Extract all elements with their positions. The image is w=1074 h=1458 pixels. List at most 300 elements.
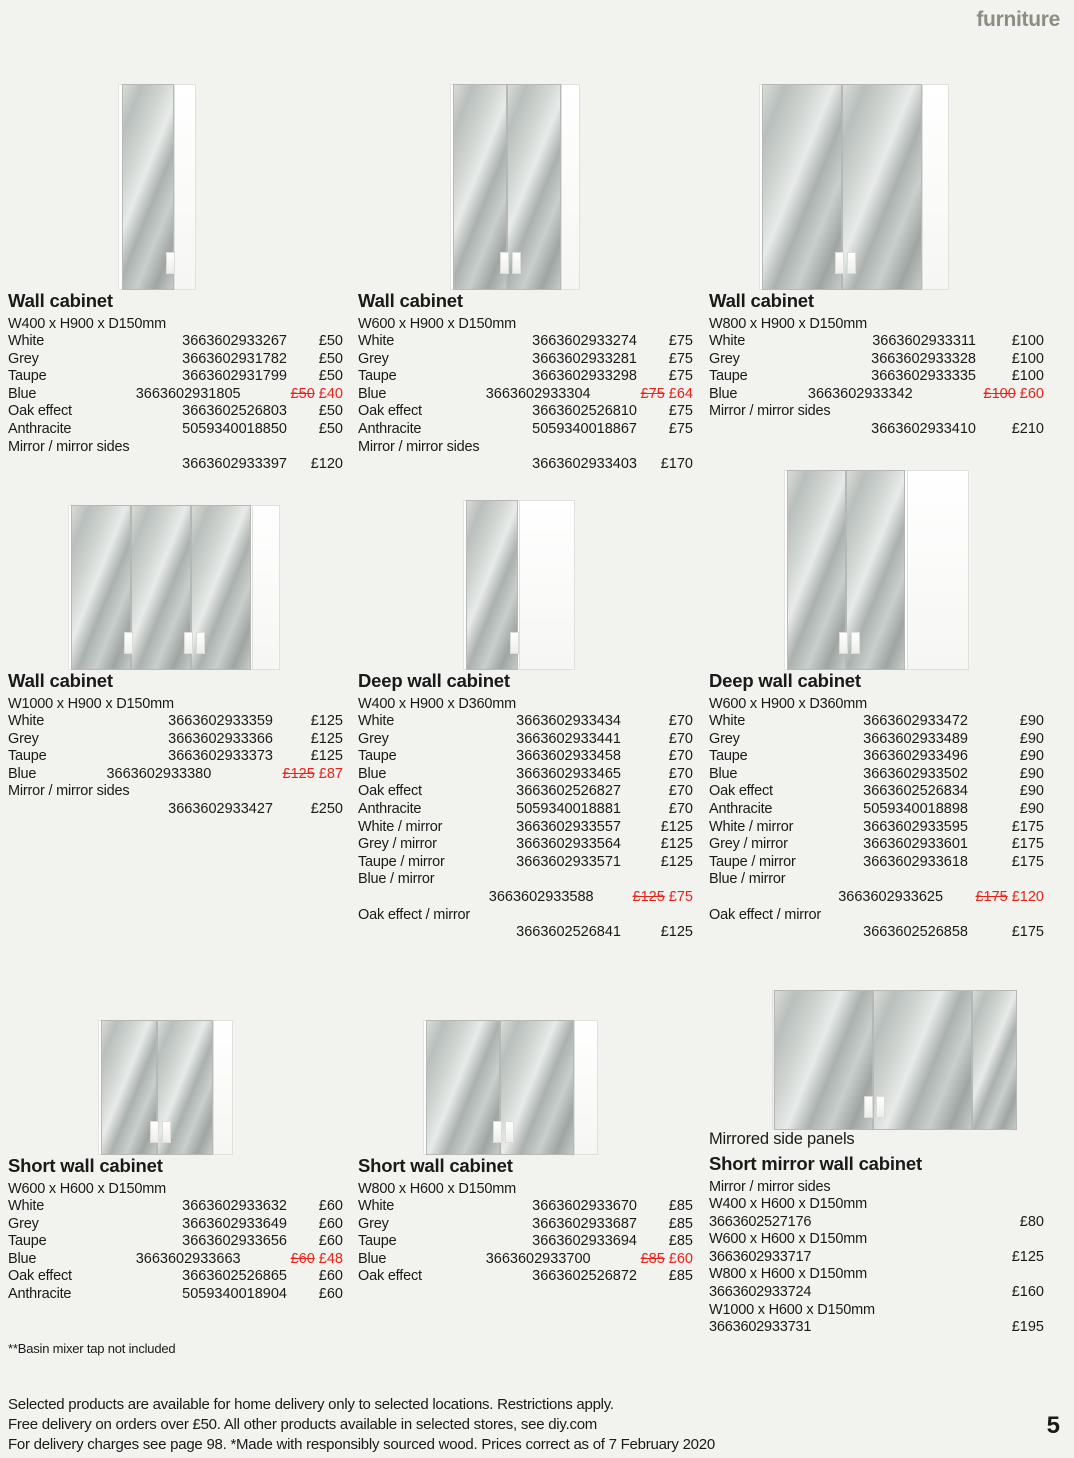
footnote: **Basin mixer tap not included [8,1341,176,1356]
table-row [709,403,1044,421]
table-row [8,368,343,386]
variant-code: 3663602933571 [516,853,621,870]
variant-label: Grey [358,350,389,367]
variant-dimensions: W400 x H600 x D150mm [709,1196,867,1212]
variant-label: White [8,1198,45,1214]
variant-price: £125 [310,730,343,747]
variant-code: 3663602933441 [516,730,621,747]
variant-label: Taupe [709,368,748,385]
variant-label: Grey [8,350,39,367]
variant-code: 5059340018867 [532,420,637,437]
table-row [709,1284,1044,1302]
table-row [709,1196,1044,1214]
variant-old-price: £100 [983,385,1016,402]
variant-price: £60 [1019,385,1044,402]
variant-label: White [358,1198,395,1214]
product-image-wall-cabinet-400 [8,60,343,290]
table-row [358,783,693,801]
variant-code: 3663602933403 [532,456,637,473]
variant-price: £60 [318,1285,343,1302]
table-row [709,351,1044,369]
variant-price: £100 [1011,368,1044,385]
product-dimensions: W600 x H600 x D150mm [8,1181,166,1197]
table-row [709,801,1044,819]
product-title: Deep wall cabinet [358,670,510,691]
variant-old-price: £75 [640,385,665,402]
variant-label: Grey [709,350,740,367]
variant-label: Anthracite [8,420,72,437]
variant-label: Blue [358,385,387,402]
variant-code: 3663602526865 [182,1268,287,1285]
table-row [358,1198,693,1216]
variant-code: 3663602933687 [532,1215,637,1232]
variant-label: Oak effect [358,1268,422,1285]
variant-label: Oak effect [358,783,422,800]
footer-legal [8,1395,988,1455]
product-image-wall-cabinet-600 [358,60,693,290]
variant-price: £100 [1011,333,1044,349]
variant-code: 5059340018898 [863,800,968,817]
table-row [709,1231,1044,1249]
variant-label: Oak effect / mirror [709,906,821,923]
page-number: 5 [1046,1412,1060,1439]
table-row [8,333,343,351]
variant-price: £125 [310,713,343,729]
table-row [358,351,693,369]
variant-label: White / mirror [358,818,443,835]
variant-code: 3663602527176 [709,1213,812,1230]
variant-code: 3663602933359 [168,713,273,729]
variant-code: 3663602931805 [135,385,241,402]
variant-price: £70 [668,800,693,817]
variant-label: Mirror / mirror sides [709,403,831,420]
table-row [8,1233,343,1251]
variant-price: £75 [668,888,693,905]
table-row [8,421,343,439]
product-image-deep-wall-cabinet-600 [709,448,1044,670]
variant-price: £80 [1019,1213,1044,1230]
variant-label: Blue [358,1250,387,1267]
variant-label: Taupe [8,748,47,765]
variant-price: £90 [1019,713,1044,729]
variant-label: Oak effect / mirror [358,906,470,923]
table-row [358,766,693,784]
variant-label: Anthracite [709,800,773,817]
variant-code: 3663602933410 [871,420,976,437]
variant-price: £90 [1019,783,1044,800]
variant-price: £175 [1011,853,1044,870]
variant-label: Grey / mirror [709,836,788,853]
table-row [709,333,1044,351]
variant-code: 3663602933731 [709,1319,812,1336]
variant-code: 3663602933427 [168,800,273,817]
variant-price: £85 [668,1215,693,1232]
product-subtitle: Mirror / mirror sides [709,1179,831,1195]
table-row [709,731,1044,749]
table-row [709,854,1044,872]
variant-code: 3663602933502 [863,765,968,782]
product-variant-table [709,713,1044,942]
product-block-short-mirror-wall-cabinet [709,960,1044,1337]
product-variant-table [8,1198,343,1304]
variant-label: Grey [358,730,389,747]
product-image-short-wall-cabinet-800 [358,960,693,1155]
variant-price: £50 [318,420,343,437]
variant-price: £125 [660,853,693,870]
variant-price: £48 [318,1250,343,1267]
table-row [8,801,343,819]
variant-code: 5059340018850 [182,420,287,437]
table-row [709,819,1044,837]
table-row [709,1214,1044,1232]
variant-code: 3663602526872 [532,1268,637,1285]
variant-label: Grey / mirror [358,836,437,853]
product-dimensions: W800 x H600 x D150mm [358,1181,516,1197]
table-row [358,907,693,925]
table-row [358,368,693,386]
table-row [358,748,693,766]
table-row [358,1233,693,1251]
variant-label: Oak effect [358,403,422,420]
variant-code: 3663602933595 [863,818,968,835]
product-variant-table [709,333,1044,439]
variant-price: £50 [318,403,343,420]
product-image-short-wall-cabinet-600 [8,960,343,1155]
variant-code: 3663602933632 [182,1198,287,1214]
variant-label: Blue [8,1250,37,1267]
variant-label: Grey [8,730,39,747]
variant-price: £70 [668,730,693,747]
table-row [8,1268,343,1286]
variant-label: Taupe [358,748,397,765]
variant-code: 3663602526827 [516,783,621,800]
table-row [8,1198,343,1216]
product-image-wall-cabinet-800 [709,60,1044,290]
product-dimensions: W1000 x H900 x D150mm [8,696,174,712]
variant-price: £90 [1019,800,1044,817]
variant-code: 3663602933601 [863,836,968,853]
variant-code: 3663602933496 [863,748,968,765]
variant-label: Blue [709,765,738,782]
variant-price: £75 [668,333,693,349]
variant-label: White [358,333,395,349]
variant-code: 3663602931782 [182,350,287,367]
variant-price: £60 [318,1233,343,1250]
variant-label: Grey [358,1215,389,1232]
variant-price: £175 [1011,836,1044,853]
variant-code: 3663602933472 [863,713,968,729]
product-image-deep-wall-cabinet-400 [358,448,693,670]
table-row [8,1216,343,1234]
variant-code: 3663602933663 [135,1250,241,1267]
table-row [709,1266,1044,1284]
table-row [709,1302,1044,1320]
variant-price: £90 [1019,748,1044,765]
variant-price: £90 [1019,765,1044,782]
variant-price: £60 [668,1250,693,1267]
variant-price: £50 [318,350,343,367]
variant-code: 3663602526858 [863,924,968,941]
variant-code: 3663602933335 [871,368,976,385]
table-row [8,351,343,369]
table-row [8,403,343,421]
variant-price: £125 [660,818,693,835]
product-variant-table [709,1196,1044,1337]
table-row [709,783,1044,801]
table-row [709,748,1044,766]
variant-label: White [709,333,746,349]
variant-price: £125 [660,836,693,853]
variant-old-price: £175 [975,888,1008,905]
product-image-wall-cabinet-1000 [8,448,343,670]
variant-price: £125 [310,748,343,765]
variant-code: 5059340018904 [182,1285,287,1302]
variant-code: 3663602933625 [838,888,944,905]
table-row [709,368,1044,386]
table-row [358,1216,693,1234]
variant-code: 3663602933649 [182,1215,287,1232]
product-title: Deep wall cabinet [709,670,861,691]
table-row [8,748,343,766]
variant-label: Taupe [358,368,397,385]
variant-price: £125 [1011,1248,1044,1265]
table-row [709,889,1044,907]
variant-label: White [8,713,45,729]
table-row [358,801,693,819]
product-title: Wall cabinet [709,290,814,311]
variant-code: 3663602933311 [872,333,976,349]
variant-price: £40 [318,385,343,402]
product-dimensions: W400 x H900 x D150mm [8,316,166,332]
table-row [358,889,693,907]
table-row [709,766,1044,784]
product-title: Wall cabinet [8,290,113,311]
variant-dimensions: W800 x H600 x D150mm [709,1266,867,1283]
variant-price: £75 [668,403,693,420]
variant-label: Grey [709,730,740,747]
variant-price: £87 [318,765,343,782]
variant-code: 3663602933458 [516,748,621,765]
variant-label: Oak effect [709,783,773,800]
variant-label: Blue [358,765,387,782]
variant-code: 3663602933373 [168,748,273,765]
variant-label: Grey [8,1215,39,1232]
variant-code: 3663602526841 [516,924,621,941]
footer-line-1: Selected products are available for home delivery only to selected locations. Restrictions apply. [8,1396,614,1413]
variant-label: Taupe / mirror [709,853,796,870]
variant-code: 3663602933328 [871,350,976,367]
variant-dimensions: W600 x H600 x D150mm [709,1231,867,1248]
product-block-deep-wall-cabinet-600 [709,448,1044,942]
table-row [709,1319,1044,1337]
variant-old-price: £60 [290,1250,315,1267]
footer-line-2: Free delivery on orders over £50. All other products available in selected stores, see diy.com [8,1416,598,1433]
variant-code: 3663602933588 [488,888,594,905]
variant-label: Mirror / mirror sides [8,783,130,800]
variant-price: £75 [668,368,693,385]
product-title: Short wall cabinet [8,1155,163,1176]
product-variant-table [358,1198,693,1286]
table-row [709,713,1044,731]
variant-code: 3663602526803 [182,403,287,420]
product-title: Short wall cabinet [358,1155,513,1176]
page-category-title: furniture [976,8,1060,31]
product-dimensions: W600 x H900 x D150mm [358,316,516,332]
table-row [358,819,693,837]
table-row [709,836,1044,854]
table-row [8,386,343,404]
variant-price: £85 [668,1268,693,1285]
variant-code: 3663602933465 [516,765,621,782]
variant-label: Blue [8,385,37,402]
variant-label: Blue [8,765,37,782]
variant-price: £100 [1011,350,1044,367]
variant-code: 3663602933489 [863,730,968,747]
variant-code: 3663602526810 [532,403,637,420]
variant-price: £85 [668,1198,693,1214]
product-title: Wall cabinet [8,670,113,691]
variant-label: White [8,333,45,349]
variant-price: £90 [1019,730,1044,747]
variant-code: 3663602933670 [532,1198,637,1214]
variant-price: £70 [668,713,693,729]
table-row [358,731,693,749]
product-block-short-wall-cabinet-600 [8,960,343,1304]
table-row [709,386,1044,404]
variant-price: £120 [310,456,343,473]
table-row [8,766,343,784]
variant-dimensions: W1000 x H600 x D150mm [709,1301,875,1318]
table-row [358,836,693,854]
variant-label: Taupe [8,368,47,385]
variant-code: 3663602933434 [516,713,621,729]
variant-price: £70 [668,765,693,782]
product-block-wall-cabinet-400 [8,60,343,474]
table-row [358,871,693,889]
variant-code: 3663602931799 [182,368,287,385]
variant-price: £75 [668,350,693,367]
table-row [358,1268,693,1286]
table-row [358,854,693,872]
product-dimensions: W600 x H900 x D360mm [709,696,867,712]
product-block-short-wall-cabinet-800 [358,960,693,1286]
table-row [8,783,343,801]
variant-old-price: £85 [640,1250,665,1267]
variant-code: 5059340018881 [516,800,621,817]
variant-old-price: £125 [282,765,315,782]
variant-code: 3663602933304 [485,385,591,402]
variant-label: Taupe [358,1233,397,1250]
variant-price: £75 [668,420,693,437]
table-row [709,421,1044,439]
table-row [709,924,1044,942]
variant-price: £85 [668,1233,693,1250]
product-title: Wall cabinet [358,290,463,311]
variant-price: £175 [1011,924,1044,941]
product-variant-table [358,713,693,942]
variant-price: £50 [318,333,343,349]
variant-price: £195 [1011,1319,1044,1336]
table-row [8,1286,343,1304]
variant-label: Blue / mirror [709,871,786,888]
product-block-wall-cabinet-1000 [8,448,343,819]
table-row [358,421,693,439]
mirrored-side-panels-caption: Mirrored side panels [709,1130,855,1148]
variant-label: Mirror / mirror sides [8,438,130,455]
variant-code: 3663602933724 [709,1283,812,1300]
variant-label: White [709,713,746,729]
variant-label: Anthracite [358,800,422,817]
product-dimensions: W800 x H900 x D150mm [709,316,867,332]
variant-price: £250 [310,800,343,817]
variant-price: £70 [668,783,693,800]
variant-old-price: £50 [290,385,315,402]
table-row [358,1251,693,1269]
product-dimensions: W400 x H900 x D360mm [358,696,516,712]
variant-price: £175 [1011,818,1044,835]
variant-label: Blue [709,385,738,402]
variant-label: Taupe [8,1233,47,1250]
variant-code: 3663602933342 [807,385,913,402]
product-block-wall-cabinet-600 [358,60,693,474]
variant-price: £170 [660,456,693,473]
variant-label: Oak effect [8,403,72,420]
variant-price: £125 [660,924,693,941]
variant-code: 3663602933366 [168,730,273,747]
table-row [709,907,1044,925]
table-row [8,713,343,731]
variant-code: 3663602933274 [532,333,637,349]
table-row [8,1251,343,1269]
table-row [709,871,1044,889]
variant-price: £70 [668,748,693,765]
variant-label: Mirror / mirror sides [358,438,480,455]
variant-old-price: £125 [632,888,665,905]
product-image-short-mirror-wall-cabinet [709,960,1044,1130]
table-row [8,731,343,749]
variant-code: 3663602933700 [485,1250,591,1267]
variant-price: £50 [318,368,343,385]
product-block-deep-wall-cabinet-400 [358,448,693,942]
variant-price: £120 [1011,888,1044,905]
variant-code: 3663602933618 [863,853,968,870]
variant-code: 3663602933397 [182,456,287,473]
product-title: Short mirror wall cabinet [709,1153,922,1174]
table-row [358,924,693,942]
variant-code: 3663602933564 [516,836,621,853]
variant-price: £160 [1011,1283,1044,1300]
variant-code: 3663602933298 [532,368,637,385]
variant-price: £64 [668,385,693,402]
table-row [358,386,693,404]
variant-label: Blue / mirror [358,871,435,888]
variant-price: £60 [318,1215,343,1232]
variant-label: White / mirror [709,818,794,835]
variant-price: £210 [1011,420,1044,437]
variant-code: 3663602933694 [532,1233,637,1250]
variant-label: Oak effect [8,1268,72,1285]
variant-code: 3663602933717 [709,1248,812,1265]
variant-code: 3663602933281 [532,350,637,367]
variant-label: Anthracite [8,1285,72,1302]
table-row [358,403,693,421]
variant-code: 3663602933380 [106,765,212,782]
variant-code: 3663602933557 [516,818,621,835]
footer-line-3: For delivery charges see page 98. *Made with responsibly sourced wood. Prices correct as of 7 February 2020 [8,1436,715,1453]
table-row [709,1249,1044,1267]
variant-label: Taupe [709,748,748,765]
variant-code: 3663602526834 [863,783,968,800]
